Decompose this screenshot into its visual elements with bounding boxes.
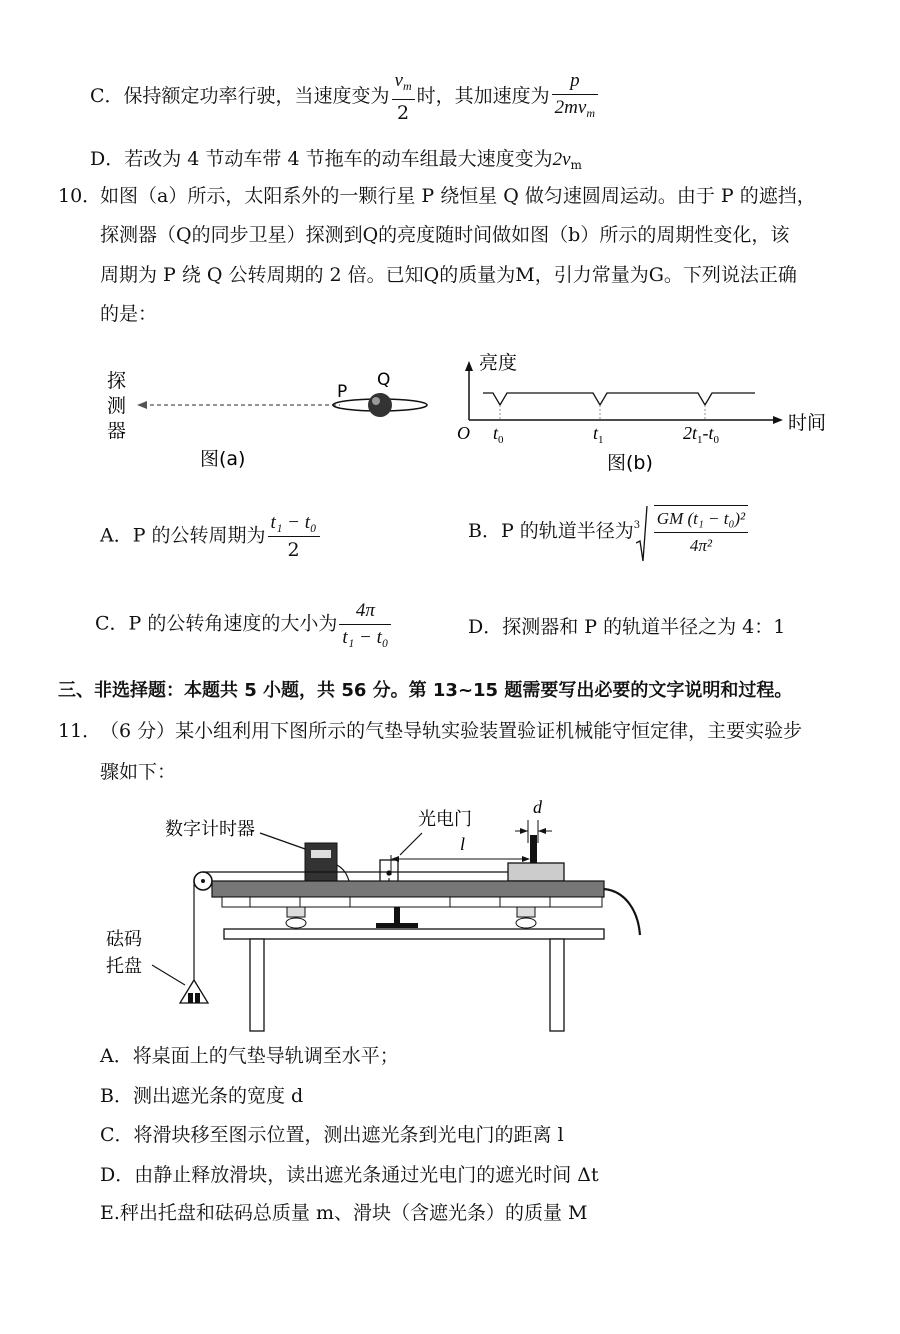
q10-option-a: A．P 的公转周期为 $\frac{\text{t₁ − t₀}}{2}$ [100,510,322,563]
q10-line-4: 的是： [100,303,158,325]
shading-strip [530,835,537,865]
air-track-rail [212,881,604,897]
detector-label-2: 测 [107,395,127,417]
q10-line-1: 如图（a）所示，太阳系外的一颗行星 P 绕恒星 Q 做匀速圆周运动。由于 P 的遮挡， [100,185,816,207]
tick-t0: $t_0$ [493,423,504,446]
figure-a-orbit [95,355,440,480]
q11-line-2: 骤如下： [100,761,177,783]
star-q [368,393,392,417]
tick-2t1-t0: $2t_1-t_0$ [683,423,720,446]
tray-label-2: 托盘 [106,956,142,977]
detector-label-1: 探 [107,370,127,392]
brightness-curve [483,393,755,405]
q9-option-d: D．若改为 4 节动车带 4 节拖车的动车组最大速度变为$2v_m$ [90,148,582,172]
fraction-angular-velocity: $\frac{4\pi}{\text{t₁ − t₀}}$ [339,598,391,651]
cube-root: 3 $\frac{\text{GM (t₁ − t₀)²}}{\text{4π²}}$ [634,505,750,559]
q10-option-b: B．P 的轨道半径为 3 $\frac{\text{GM (t₁ − t₀)²}}{\text{4π²}}$ [468,505,750,559]
star-q-label: Q [377,370,391,390]
fraction-vm-over-2: $\frac{v_m}{2}$ [392,68,415,126]
gate-label: 光电门 [418,809,472,830]
q10-option-d: D．探测器和 P 的轨道半径之为 4：1 [468,616,786,638]
q10-number: 10． [58,185,102,207]
axis-x-label: 时间 [788,412,827,434]
q11-step-d: D．由静止释放滑块，读出遮光条通过光电门的遮光时间 Δt [100,1164,599,1186]
slider-block [508,863,564,881]
detector-label-3: 器 [107,420,127,442]
table-leg-right [550,939,564,1031]
tick-t1: $t_1$ [593,423,604,446]
planet-p-label: P [337,382,348,402]
q10-option-c: C．P 的公转角速度的大小为 $\frac{4\pi}{\text{t₁ − t₀}}$ [95,598,393,651]
q11-number: 11． [58,720,102,742]
table-top [224,929,604,939]
table-leg-left [250,939,264,1031]
q11-step-e: E.秤出托盘和砝码总质量 m、滑块（含遮光条）的质量 M [100,1202,588,1224]
figure-air-track [100,795,660,1040]
q10-line-3: 周期为 P 绕 Q 公转周期的 2 倍。已知Q的质量为M，引力常量为G。下列说法正确 [100,264,797,286]
distance-l-label: l [460,834,466,854]
arrow-head [137,401,147,409]
q11-step-a: A．将桌面上的气垫导轨调至水平； [100,1045,399,1067]
q10-line-2: 探测器（Q的同步卫星）探测到Q的亮度随时间做如图（b）所示的周期性变化，该 [100,224,790,246]
width-d-label: d [533,797,542,817]
origin-label: O [457,423,470,443]
q11-line-1: （6 分）某小组利用下图所示的气垫导轨实验装置验证机械能守恒定律，主要实验步 [100,720,803,742]
timer-label: 数字计时器 [165,819,255,840]
section-3-header: 三、非选择题：本题共 5 小题，共 56 分。第 13~15 题需要写出必要的文字说明和过程。 [58,680,793,701]
q11-step-b: B．测出遮光条的宽度 d [100,1085,304,1107]
weight-tray [180,980,208,1003]
digital-timer [305,843,337,883]
figure-b-brightness [455,345,840,480]
fraction-period: $\frac{\text{t₁ − t₀}}{2}$ [268,510,320,563]
fraction-p-over-2mvm: $\frac{p}{2mv_m}$ [552,68,598,126]
q11-step-c: C．将滑块移至图示位置，测出遮光条到光电门的距离 l [100,1124,564,1146]
figure-b-caption: 图(b) [607,452,653,474]
figure-a-caption: 图(a) [200,448,246,470]
q9-option-c: C．保持额定功率行驶，当速度变为 $\frac{v_m}{2}$ 时，其加速度为 $\frac{p}{2mv_m}$ [90,68,600,126]
tray-label-1: 砝码 [106,929,142,950]
axis-y-label: 亮度 [479,352,518,374]
